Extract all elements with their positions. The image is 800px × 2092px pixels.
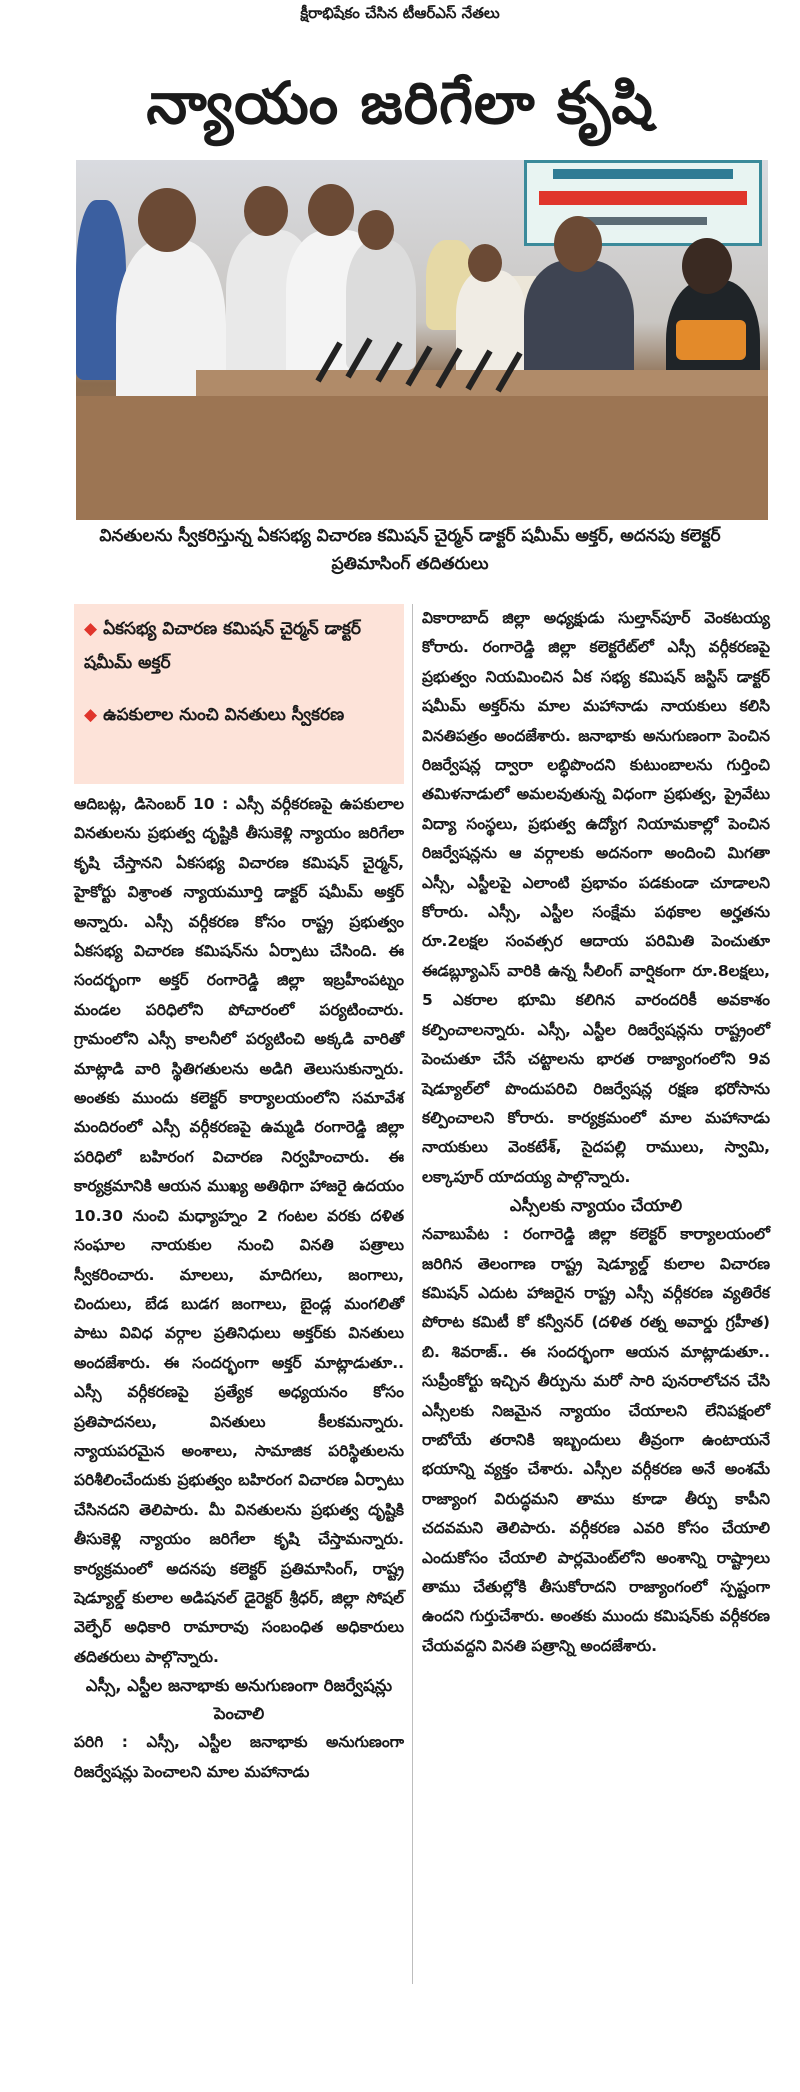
person-head xyxy=(308,184,354,236)
article-paragraph: నవాబుపేట : రంగారెడ్డి జిల్లా కలెక్టర్ కార్యాలయంలో జరిగిన తెలంగాణ రాష్ట్ర షెడ్యూల్డ్ కులాల విచారణ కమిషన్ ఎదుట హాజరైన రాష్ట్ర ఎస్సీ వర్గీకరణ వ్యతిరేక పోరాట కమిటీ కో కన్వీనర్ (దళిత రత్న అవార్డు గ్రహీత) బి. శివరాజ్.. ఈ సందర్భంగా ఆయన మాట్లాడుతూ.. సుప్రీంకోర్టు ఇచ్చిన తీర్పును మరో సారి పునరాలోచన చేసి ఎస్సీలకు నిజమైన న్యాయం చేయాలని లేనిపక్షంలో రాబోయే తరానికి ఇబ్బందులు తీవ్రంగా ఉంటాయనే భయాన్ని వ్యక్తం చేశారు. ఎస్సీల వర్గీకరణ అనే అంశమే రాజ్యాంగ విరుద్ధమని తాము కూడా తీర్పు కాపీని చదవమని తెలిపారు. వర్గీకరణ ఎవరి కోసం చేయాలి ఎందుకోసం చేయాలి పార్లమెంట్‌లోని అంశాన్ని రాష్ట్రాలు తాము చేతుల్లోకి తీసుకోరాదని రాజ్యాంగంలో స్పష్టంగా ఉందని గుర్తుచేశారు. అంతకు ముందు కమిషన్‌కు వర్గీకరణ చేయవద్దని వినతి పత్రాన్ని అందజేశారు. xyxy=(422,1225,770,1655)
column-divider xyxy=(412,604,413,1984)
diamond-bullet-icon: ◆ xyxy=(84,705,98,725)
person xyxy=(346,240,416,370)
person-head xyxy=(682,238,732,294)
subheading: ఎస్సీ, ఎస్టీల జనాభాకు అనుగుణంగా రిజర్వేషన్లు పెంచాలి xyxy=(85,1676,393,1724)
kicker: క్షీరాభిషేకం చేసిన టీఆర్ఎస్ నేతలు xyxy=(300,4,500,22)
subheading: ఎస్సీలకు న్యాయం చేయాలి xyxy=(509,1196,683,1216)
article-left-column xyxy=(74,790,404,1787)
person-head xyxy=(244,186,288,236)
highlight-item: ◆ ఏకసభ్య విచారణ కమిషన్ చైర్మన్ డాక్టర్ షమీమ్ అక్తర్ xyxy=(84,619,361,673)
table xyxy=(76,396,768,520)
photo-caption: వినతులను స్వీకరిస్తున్న ఏకసభ్య విచారణ కమిషన్ చైర్మన్ డాక్టర్ షమీమ్ అక్తర్, అదనపు కలెక్టర్ ప్రతిమాసింగ్ తదితరులు xyxy=(99,526,721,574)
article-paragraph: పరిగి : ఎస్సీ, ఎస్టీల జనాభాకు అనుగుణంగా రిజర్వేషన్లు పెంచాలని మాల మహానాడు xyxy=(74,1733,404,1781)
person-head xyxy=(138,188,196,252)
person-head xyxy=(468,244,502,282)
headline: న్యాయం జరిగేలా కృషి xyxy=(146,69,654,137)
highlight-item: ◆ ఉపకులాల నుంచి వినతులు స్వీకరణ xyxy=(84,705,345,725)
article-paragraph: ఆదిబట్ల, డిసెంబర్ 10 : ఎస్సీ వర్గీకరణపై ఉపకులాల వినతులను ప్రభుత్వ దృష్టికి తీసుకెళ్లి న్యాయం జరిగేలా కృషి చేస్తానని ఏకసభ్య విచారణ కమిషన్ చైర్మన్, హైకోర్టు విశ్రాంత న్యాయమూర్తి డాక్టర్ షమీమ్ అక్తర్ అన్నారు. ఎస్సీ వర్గీకరణ కోసం రాష్ట్ర ప్రభుత్వం ఏకసభ్య విచారణ కమిషన్‌ను ఏర్పాటు చేసింది. ఈ సందర్భంగా అక్తర్ రంగారెడ్డి జిల్లా ఇబ్రహీంపట్నం మండల పరిధిలోని పోచారంలో పర్యటించారు. గ్రామంలోని ఎస్సీ కాలనీలో పర్యటించి అక్కడి వారితో మాట్లాడి వారి స్థితిగతులను అడిగి తెలుసుకున్నారు. అంతకు ముందు కలెక్టర్ కార్యాలయంలోని సమావేశ మందిరంలో ఎస్సీ వర్గీకరణపై ఉమ్మడి రంగారెడ్డి జిల్లా పరిధిలో బహిరంగ విచారణ నిర్వహించారు. ఈ కార్యక్రమానికి ఆయన ముఖ్య అతిథిగా హాజరై ఉదయం 10.30 నుంచి మధ్యాహ్నం 2 గంటల వరకు దళిత సంఘాల నాయకుల నుంచి వినతి పత్రాలు స్వీకరించారు. మాలలు, మాదిగలు, జంగాలు, చిందులు, బేడ బుడగ జంగాలు, బైండ్ల మంగలితో పాటు వివిధ వర్గాల ప్రతినిధులు అక్తర్‌కు వినతులు అందజేశారు. ఈ సందర్భంగా అక్తర్ మాట్లాడుతూ.. ఎస్సీ వర్గీకరణపై ప్రత్యేక అధ్యయనం కోసం ప్రతిపాదనలు, వినతులు కీలకమన్నారు. న్యాయపరమైన అంశాలు, సామాజిక పరిస్థితులను పరిశీలించేందుకు ప్రభుత్వం బహిరంగ విచారణ ఏర్పాటు చేసినదని తెలిపారు. మీ వినతులను ప్రభుత్వ దృష్టికి తీసుకెళ్లి న్యాయం జరిగేలా కృషి చేస్తామన్నారు. కార్యక్రమంలో అదనపు కలెక్టర్ ప్రతిమాసింగ్, రాష్ట్ర షెడ్యూల్డ్ కులాల అడిషనల్ డైరెక్టర్ శ్రీధర్, జిల్లా సోషల్ వెల్ఫేర్ అధికారి రామారావు సంబంధిత అధికారులు తదితరులు పాల్గొన్నారు. xyxy=(74,795,404,1666)
article-right-column xyxy=(422,604,770,1661)
saree xyxy=(676,320,746,360)
person-head xyxy=(554,216,602,272)
article-paragraph: వికారాబాద్ జిల్లా అధ్యక్షుడు సుల్తాన్‌పూర్ వెంకటయ్య కోరారు. రంగారెడ్డి జిల్లా కలెక్టరేట్‌లో ఎస్సీ వర్గీకరణపై ప్రభుత్వం నియమించిన ఏక సభ్య కమిషన్ జస్టిస్ డాక్టర్ షమీమ్ అక్తర్‌ను మాల మహానాడు నాయకులు కలిసి వినతిపత్రం అందజేశారు. జనాభాకు అనుగుణంగా పెంచిన రిజర్వేషన్ల ద్వారా లబ్ధిపొందని కుటుంబాలను గుర్తించి తమిళనాడులో అమలవుతున్న విధంగా ప్రభుత్వ, ప్రైవేటు విద్యా సంస్థలు, ప్రభుత్వ ఉద్యోగ నియామకాల్లో పెంచిన రిజర్వేషన్లను ఆ వర్గాలకు అదనంగా అందించి మిగతా ఎస్సీ, ఎస్టీలపై ఎలాంటి ప్రభావం పడకుండా చూడాలని కోరారు. ఎస్సీ, ఎస్టీల సంక్షేమ పథకాల అర్హతను రూ.2లక్షల సంవత్సర ఆదాయ పరిమితి పెంచుతూ ఈడబ్ల్యూఎస్ వారికి ఉన్న సీలింగ్ వార్షికంగా రూ.8లక్షలు, 5 ఎకరాల భూమి కలిగిన వారందరికీ అవకాశం కల్పించాలన్నారు. ఎస్సీ, ఎస్టీల రిజర్వేషన్లను రాష్ట్రంలో పెంచుతూ చేసే చట్టాలను భారత రాజ్యాంగంలోని 9వ షెడ్యూల్‌లో పొందుపరిచి రిజర్వేషన్ల రక్షణ భరోసాను కల్పించాలని కోరారు. కార్యక్రమంలో మాల మహానాడు నాయకులు వెంకటేశ్, సైదపల్లి రాములు, స్వామి, లక్కాపూర్ యాదయ్య పాల్గొన్నారు. xyxy=(422,609,770,1186)
news-photo xyxy=(76,160,768,520)
diamond-bullet-icon: ◆ xyxy=(84,619,98,639)
person-head xyxy=(358,210,394,250)
highlight-box xyxy=(74,604,404,784)
